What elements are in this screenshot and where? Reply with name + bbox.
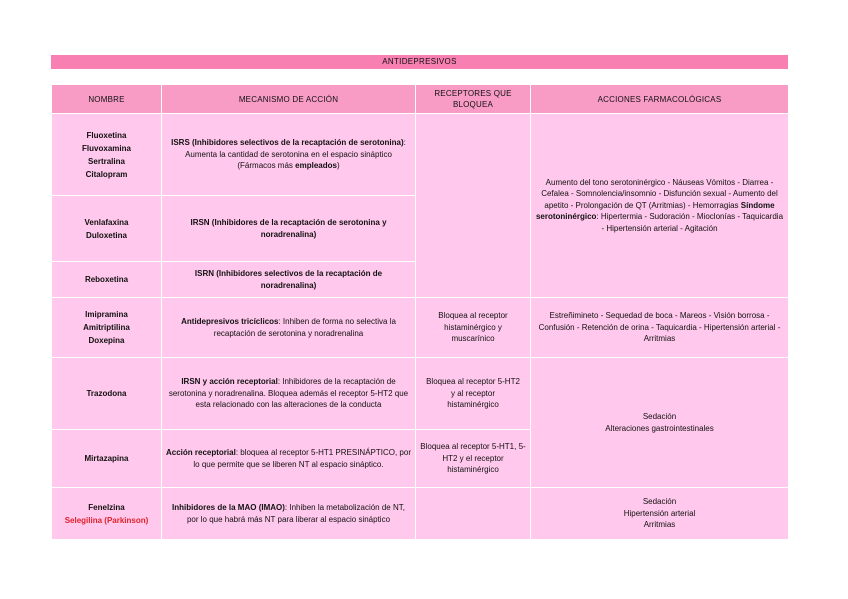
- mechanism-text: : Aumenta la cantidad de serotonina en el espacio sináptico (Fármacos más: [185, 138, 406, 171]
- header-nombre: NOMBRE: [52, 85, 162, 114]
- drug-names-cell: [52, 488, 162, 540]
- drug-names-cell: [52, 358, 162, 430]
- header-receptores: RECEPTORES QUE BLOQUEA: [416, 85, 531, 114]
- receptors-cell: Bloquea al receptor 5-HT2 y al receptor histaminérgico: [416, 358, 531, 430]
- actions-line: Arritmias: [643, 520, 676, 530]
- table-title: ANTIDEPRESIVOS: [51, 55, 788, 69]
- mechanism-emphasis: empleados: [295, 161, 337, 171]
- header-row: [52, 85, 789, 114]
- header-acciones: ACCIONES FARMACOLÓGICAS: [531, 85, 789, 114]
- drug-names-cell: [52, 430, 162, 488]
- mechanism-cell: [162, 298, 416, 358]
- drug-names-cell: [52, 114, 162, 196]
- pharmacological-actions-cell: [531, 114, 789, 298]
- table-row: [52, 488, 789, 540]
- document-page: [51, 55, 788, 540]
- mechanism-cell: [162, 358, 416, 430]
- drug-name: Reboxetina: [84, 275, 129, 284]
- receptors-cell: Bloquea al receptor histaminérgico y muscarínico: [416, 298, 531, 358]
- drug-name: Fluoxetina: [86, 130, 127, 140]
- mechanism-class: IRSN (Inhibidores de la recaptación de serotonina y noradrenalina): [190, 218, 387, 239]
- mechanism-text: : Inhiben la metabolización de NT, por lo que habrá más NT para liberar al espacio sináptico: [186, 503, 405, 524]
- actions-line: Hipertensión arterial: [623, 508, 696, 518]
- drug-name: Citalopram: [85, 169, 128, 179]
- mechanism-class: Acción receptorial: [166, 448, 236, 457]
- drug-name: Fluvoxamina: [82, 143, 131, 153]
- pharmacological-actions-cell: Estreñimineto - Sequedad de boca - Mareos - Visión borrosa - Confusión - Retención de orina - Taquicardia - Hipertensión arterial - Arritmias: [531, 298, 789, 358]
- mechanism-text: : Inhibidores de la recaptación de serotonina y noradrenalina. Bloquea además el receptor 5-HT2 que esta relacionado con las alteraciones de la conducta: [168, 377, 409, 410]
- receptors-cell-empty: [416, 114, 531, 298]
- mechanism-cell: [162, 114, 416, 196]
- mechanism-cell: [162, 262, 416, 298]
- header-mecanismo: MECANISMO DE ACCIÓN: [162, 85, 416, 114]
- drug-name: Fenelzina: [88, 502, 125, 512]
- receptors-cell-empty: [416, 488, 531, 540]
- drug-names-cell: [52, 196, 162, 262]
- drug-name: Amitriptilina: [83, 323, 130, 332]
- actions-syndrome-label: Síndome serotoninérgico: [535, 200, 775, 222]
- drug-name-highlighted: Selegilina (Parkinson): [64, 515, 149, 525]
- mechanism-cell: [162, 196, 416, 262]
- receptors-cell: Bloquea al receptor 5-HT1, 5-HT2 y el receptor histaminérgico: [416, 430, 531, 488]
- mechanism-text-end: ): [336, 161, 340, 171]
- actions-line: Alteraciones gastrointestinales: [605, 423, 714, 433]
- drug-names-cell: [52, 298, 162, 358]
- drug-name: Sertralina: [88, 156, 125, 166]
- mechanism-class: ISRS (Inhibidores selectivos de la recaptación de serotonina): [171, 138, 404, 148]
- drug-name: Imipramina: [85, 310, 128, 319]
- table-row: [52, 358, 789, 430]
- drug-name: Duloxetina: [86, 230, 127, 240]
- mechanism-text: : bloquea al receptor 5-HT1 PRESINÁPTICO, por lo que permite que se liberen NT al espacio sináptico.: [193, 448, 411, 469]
- mechanism-class: Antidepresivos tricíclicos: [181, 317, 279, 326]
- actions-text: Aumento del tono serotoninérgico - Náuseas Vómitos - Diarrea - Cefalea - Somnolencia/insomnio - Disfunción sexual - Aumento del apetito - Prolongación de QT (Arritmias) - Hemorragias: [541, 177, 778, 210]
- drug-name: Trazodona: [86, 389, 127, 398]
- drug-name: Mirtazapina: [84, 454, 129, 463]
- table-row: [52, 114, 789, 196]
- drug-name: Doxepina: [88, 336, 125, 345]
- pharmacological-actions-cell: [531, 488, 789, 540]
- drug-name: Venlafaxina: [84, 217, 129, 227]
- mechanism-cell: [162, 488, 416, 540]
- drug-names-cell: [52, 262, 162, 298]
- pharmacological-actions-cell: [531, 358, 789, 488]
- actions-line: Sedación: [642, 412, 677, 421]
- antidepressants-table: [51, 84, 789, 540]
- mechanism-cell: [162, 430, 416, 488]
- mechanism-class: ISRN (Inhibidores selectivos de la recaptación de noradrenalina): [194, 269, 383, 290]
- actions-syndrome-text: : Hipertermia - Sudoración - Mioclonías - Taquicardia - Hipertensión arterial - Agitación: [596, 212, 784, 233]
- mechanism-class: IRSN y acción receptorial: [181, 377, 278, 387]
- mechanism-class: Inhibidores de la MAO (IMAO): [172, 503, 285, 512]
- table-row: [52, 298, 789, 358]
- mechanism-text: : Inhiben de forma no selectiva la recaptación de serotonina y noradrenalina: [213, 317, 396, 338]
- actions-line: Sedación: [642, 497, 677, 507]
